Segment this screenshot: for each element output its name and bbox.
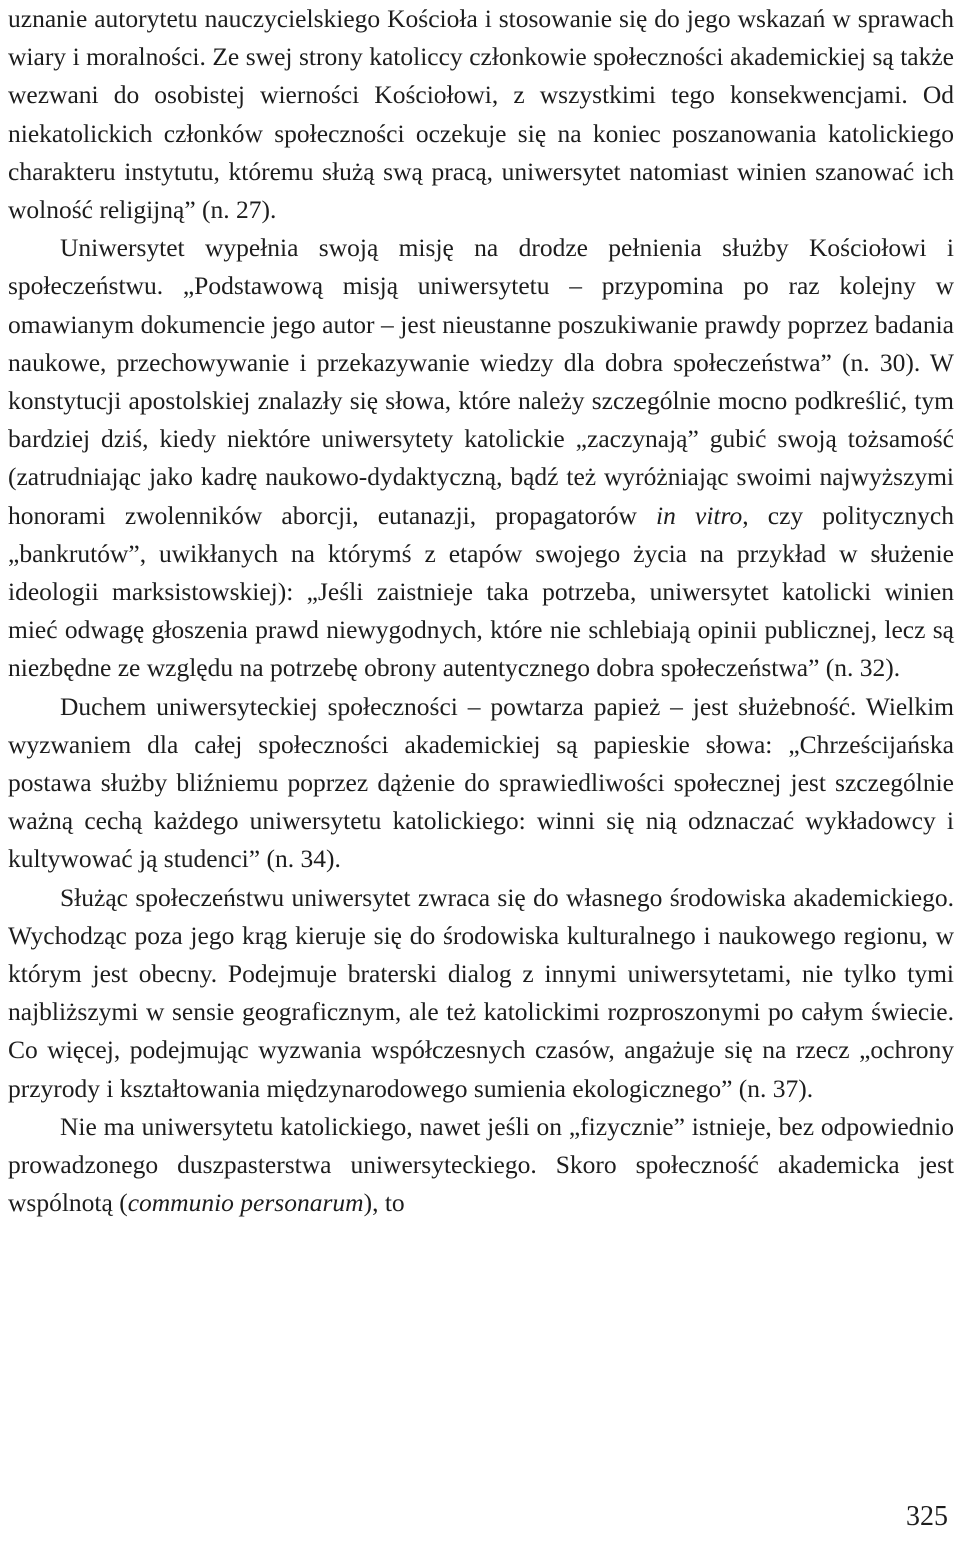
paragraph-5-italic-term: communio personarum [127, 1188, 364, 1218]
paragraph-2-text-b: , czy politycznych „bankrutów”, uwikłanych na którymś z etapów swojego życia na przykład w służenie ideologii marksistowskiej): „Jeśli zaistnieje taka potrzeba, uniwersytet katolicki winien mieć odwagę głoszenia prawd niewygodnych, które nie schlebiają opinii publicznej, lecz są niezbędne ze względu na potrzebę obrony autentycznego dobra społeczeństwa” (n. 32). [8, 500, 954, 683]
paragraph-3 [8, 688, 954, 879]
paragraph-2-italic-term: in vitro [656, 500, 743, 530]
paragraph-1 [8, 0, 954, 229]
paragraph-1-text: uznanie autorytetu nauczycielskiego Kościoła i stosowanie się do jego wskazań w sprawach wiary i moralności. Ze swej strony katoliccy członkowie społeczności akademickiej są także wezwani do osobistej wierności Kościołowi, z wszystkimi tego konsekwencjami. Od niekatolickich członków społeczności oczekuje się na koniec poszanowania katolickiego charakteru instytutu, któremu służą swą pracą, uniwersytet natomiast winien szanować ich wolność religijną” (n. 27). [8, 4, 954, 225]
paragraph-2 [8, 229, 954, 687]
paragraph-4-text: Służąc społeczeństwu uniwersytet zwraca się do własnego środowiska akademickiego. Wychodząc poza jego krąg kieruje się do środowiska kulturalnego i naukowego regionu, w którym jest obecny. Podejmuje braterski dialog z innymi uniwersytetami, nie tylko tymi najbliższymi w sensie geograficznym, ale też katolickimi rozproszonymi po całym świecie. Co więcej, podejmując wyzwania współczesnych czasów, angażuje się na rzecz „ochrony przyrody i kształtowania międzynarodowego sumienia ekologicznego” (n. 37). [8, 882, 954, 1103]
paragraph-3-text: Duchem uniwersyteckiej społeczności – powtarza papież – jest służebność. Wielkim wyzwaniem dla całej społeczności akademickiej są papieskie słowa: „Chrześcijańska postawa służby bliźniemu poprzez dążenie do sprawiedliwości społecznej jest szczególnie ważną cechą każdego uniwersytetu katolickiego: winni się nią odznaczać wykładowcy i kultywować ją studenci” (n. 34). [8, 691, 954, 874]
page-number: 325 [906, 1501, 948, 1532]
paragraph-5-text-b: ), to [363, 1188, 405, 1218]
paragraph-5-text-a: Nie ma uniwersytetu katolickiego, nawet jeśli on „fizycznie” istnieje, bez odpowiednio prowadzonego duszpasterstwa uniwersyteckiego. Skoro społeczność akademicka jest wspólnotą ( [8, 1111, 954, 1218]
paragraph-4 [8, 879, 954, 1108]
document-page [8, 0, 954, 1223]
paragraph-2-text-a: Uniwersytet wypełnia swoją misję na drodze pełnienia służby Kościołowi i społeczeństwu. „Podstawową misją uniwersytetu – przypomina po raz kolejny w omawianym dokumencie jego autor – jest nieustanne poszukiwanie prawdy poprzez badania naukowe, przechowywanie i przekazywanie wiedzy dla dobra społeczeństwa” (n. 30). W konstytucji apostolskiej znalazły się słowa, które należy szczególnie mocno podkreślić, tym bardziej dziś, kiedy niektóre uniwersytety katolickie „zaczynają” gubić swoją tożsamość (zatrudniając jako kadrę naukowo-dydaktyczną, bądź też wyróżniając swoimi najwyższymi honorami zwolenników aborcji, eutanazji, propagatorów [8, 233, 954, 530]
paragraph-5 [8, 1108, 954, 1223]
